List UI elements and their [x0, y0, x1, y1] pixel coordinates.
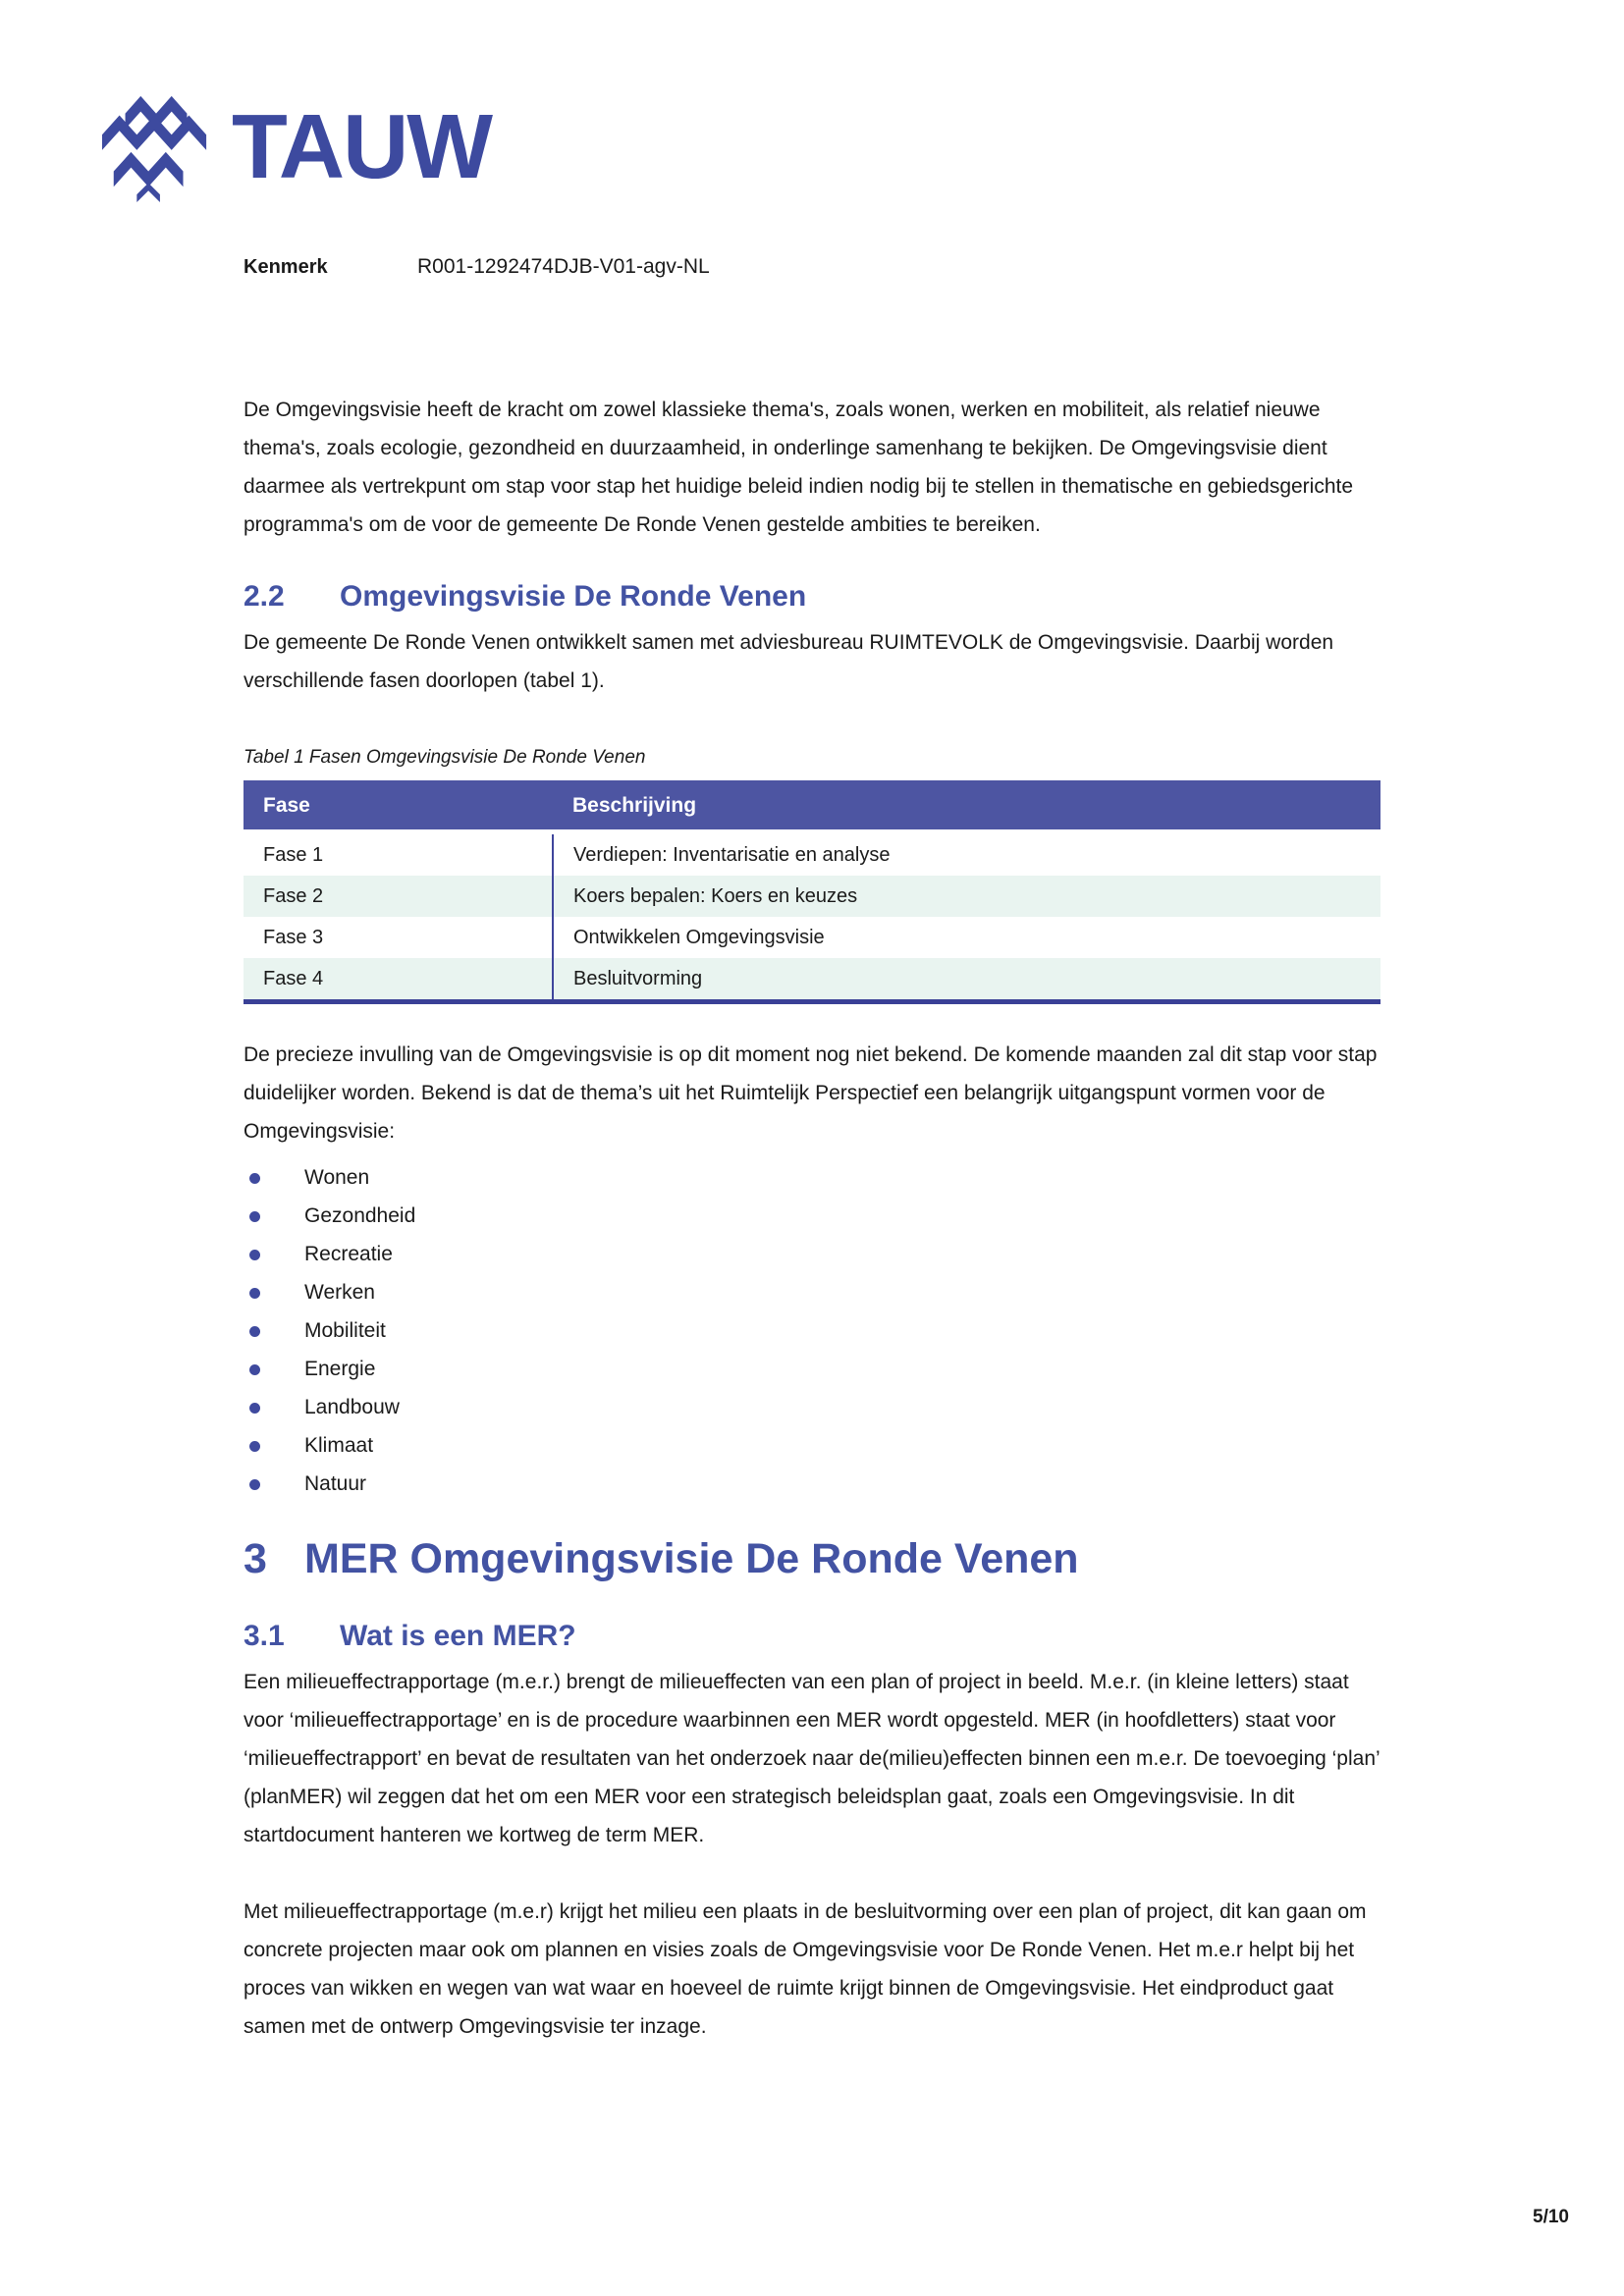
page-number: 5/10 — [1533, 2207, 1569, 2227]
section-2-2-paragraph: De gemeente De Ronde Venen ontwikkelt samen met adviesbureau RUIMTEVOLK de Omgevingsvisie. Daarbij worden verschillende fasen doorlopen (tabel 1). — [244, 631, 1334, 692]
theme-list-item: Landbouw — [244, 1388, 1394, 1426]
chapter-heading-3 — [244, 1534, 1394, 1583]
section-heading-2-2 — [244, 580, 1394, 614]
content-column — [244, 391, 1394, 2046]
beschrijving-cell: Verdiepen: Inventarisatie en analyse — [553, 832, 1380, 877]
theme-list-item: Mobiliteit — [244, 1311, 1394, 1350]
brand-name: TAUW — [232, 94, 492, 197]
section-3-1-paragraph-2: Met milieueffectrapportage (m.e.r) krijgt het milieu een plaats in de besluitvorming over een plan of project, dit kan gaan om concrete projecten maar ook om plannen en visies zoals de Omgevingsvisie voor De Ronde Venen. Het m.e.r helpt bij het proces van wikken en wegen van wat waar en hoeveel de ruimte krijgt binnen de Omgevingsvisie. Het eindproduct gaat samen met de ontwerp Omgevingsvisie ter inzage. — [244, 1900, 1367, 2038]
theme-list-item: Natuur — [244, 1465, 1394, 1503]
fase-cell: Fase 3 — [244, 917, 553, 958]
beschrijving-cell: Besluitvorming — [553, 958, 1380, 1002]
table-header-beschrijving: Beschrijving — [553, 780, 1380, 832]
beschrijving-cell: Ontwikkelen Omgevingsvisie — [553, 917, 1380, 958]
kenmerk-value: R001-1292474DJB-V01-agv-NL — [417, 255, 710, 278]
themes-list — [244, 1158, 1394, 1503]
section-title: Wat is een MER? — [340, 1620, 576, 1652]
table-row — [244, 917, 1380, 958]
theme-list-item: Werken — [244, 1273, 1394, 1311]
theme-list-item: Klimaat — [244, 1426, 1394, 1465]
table-header — [244, 780, 1380, 832]
table-header-fase: Fase — [244, 780, 553, 832]
section-number: 3.1 — [244, 1620, 285, 1652]
theme-list-item: Wonen — [244, 1158, 1394, 1197]
kenmerk-label: Kenmerk — [244, 256, 328, 278]
document-meta — [244, 255, 710, 279]
tauw-logo — [98, 90, 491, 202]
table-body — [244, 832, 1380, 1002]
fase-cell: Fase 2 — [244, 876, 553, 917]
tauw-wave-icon — [98, 90, 214, 202]
theme-list-item: Gezondheid — [244, 1197, 1394, 1235]
fase-cell: Fase 1 — [244, 832, 553, 877]
fase-cell: Fase 4 — [244, 958, 553, 1002]
fasen-table — [244, 780, 1380, 1004]
section-heading-3-1 — [244, 1620, 1394, 1653]
themes-paragraph: De precieze invulling van de Omgevingsvisie is op dit moment nog niet bekend. De komende maanden zal dit stap voor stap duidelijker worden. Bekend is dat de thema’s uit het Ruimtelijk Perspectief een belangrijk uitgangspunt vormen voor de Omgevingsvisie: — [244, 1043, 1378, 1143]
theme-list-item: Recreatie — [244, 1235, 1394, 1273]
table-row — [244, 958, 1380, 1002]
chapter-number: 3 — [244, 1535, 267, 1582]
beschrijving-cell: Koers bepalen: Koers en keuzes — [553, 876, 1380, 917]
chapter-title: MER Omgevingsvisie De Ronde Venen — [304, 1535, 1079, 1582]
section-title: Omgevingsvisie De Ronde Venen — [340, 580, 807, 613]
section-3-1-paragraph-1: Een milieueffectrapportage (m.e.r.) brengt de milieueffecten van een plan of project in beeld. M.e.r. (in kleine letters) staat voor ‘milieueffectrapportage’ en is de procedure waarbinnen een MER wordt opgesteld. MER (in hoofdletters) staat voor ‘milieueffectrapport’ en bevat de resultaten van het onderzoek naar de(milieu)effecten binnen een m.e.r. De toevoeging ‘plan’ (planMER) wil zeggen dat het om een MER voor een strategisch beleidsplan gaat, zoals een Omgevingsvisie. In dit startdocument hanteren we kortweg de term MER. — [244, 1671, 1380, 1846]
intro-paragraph: De Omgevingsvisie heeft de kracht om zowel klassieke thema's, zoals wonen, werken en mobiliteit, als relatief nieuwe thema's, zoals ecologie, gezondheid en duurzaamheid, in onderlinge samenhang te bekijken. De Omgevingsvisie dient daarmee als vertrekpunt om stap voor stap het huidige beleid indien nodig bij te stellen in thematische en gebiedsgerichte programma's om de voor de gemeente De Ronde Venen gestelde ambities te bereiken. — [244, 399, 1354, 536]
table-row — [244, 832, 1380, 877]
table-row — [244, 876, 1380, 917]
table-caption: Tabel 1 Fasen Omgevingsvisie De Ronde Venen — [244, 747, 646, 768]
theme-list-item: Energie — [244, 1350, 1394, 1388]
section-number: 2.2 — [244, 580, 285, 613]
